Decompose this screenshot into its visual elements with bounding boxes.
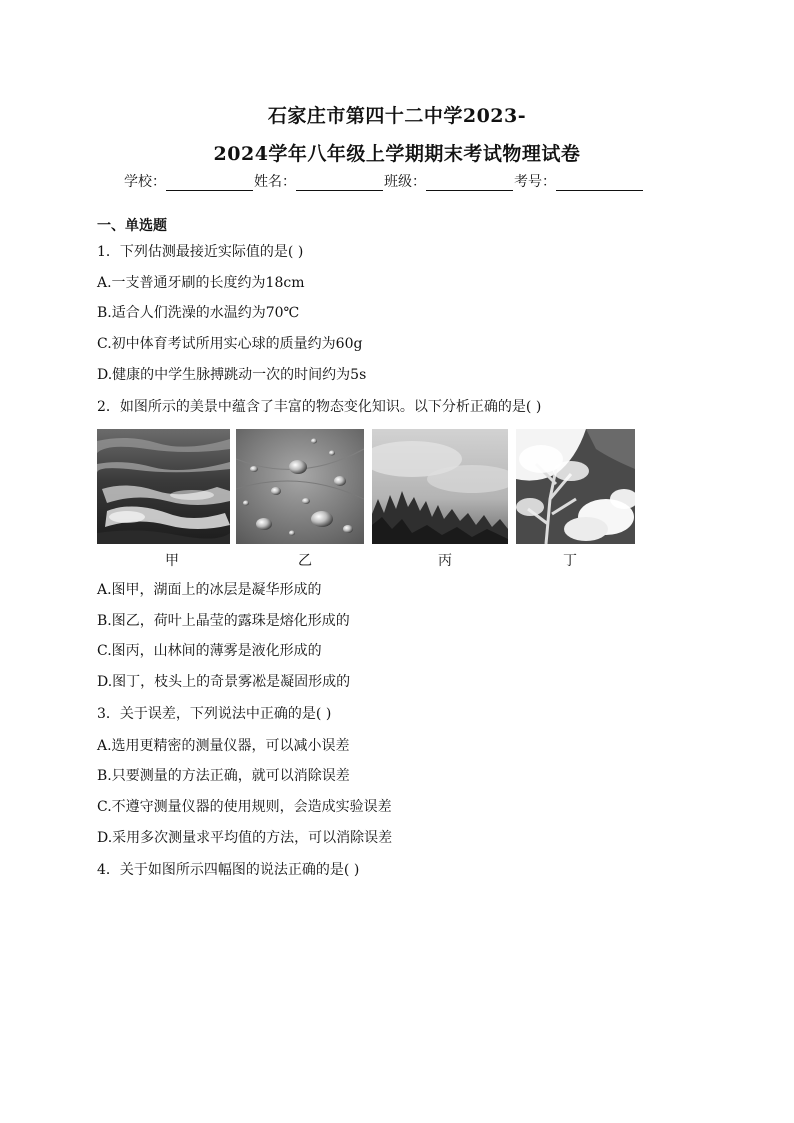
name-label: 姓名：	[254, 174, 296, 190]
school-label: 学校：	[124, 174, 166, 190]
class-label: 班级：	[384, 174, 426, 190]
question-2-option-a: A.图甲，湖面上的冰层是凝华形成的	[97, 582, 322, 598]
question-2-option-b: B.图乙，荷叶上晶莹的露珠是熔化形成的	[97, 613, 350, 629]
question-3-option-b: B.只要测量的方法正确，就可以消除误差	[97, 768, 350, 784]
photo-caption-ding: 丁	[563, 553, 577, 569]
question-2-stem: 2．如图所示的美景中蕴含了丰富的物态变化知识。以下分析正确的是( )	[97, 399, 542, 415]
photo-caption-jia: 甲	[165, 553, 179, 569]
question-4-stem: 4．关于如图所示四幅图的说法正确的是( )	[97, 862, 360, 878]
name-blank	[296, 175, 383, 191]
photo-caption-bing: 丙	[438, 553, 452, 569]
exam-number-blank	[556, 175, 643, 191]
question-2-option-d: D.图丁，枝头上的奇景雾凇是凝固形成的	[97, 674, 351, 690]
dew-drops-photo	[236, 429, 364, 544]
question-2-option-c: C.图丙，山林间的薄雾是液化形成的	[97, 643, 322, 659]
question-3-option-d: D.采用多次测量求平均值的方法，可以消除误差	[97, 830, 393, 846]
misty-forest-photo	[372, 429, 508, 544]
question-3-stem: 3．关于误差，下列说法中正确的是( )	[97, 706, 332, 722]
question-3-option-c: C.不遵守测量仪器的使用规则，会造成实验误差	[97, 799, 392, 815]
exam-title-line2: 2024学年八年级上学期期末考试物理试卷	[213, 143, 581, 165]
student-info-row	[124, 171, 644, 191]
question-1-stem: 1．下列估测最接近实际值的是( )	[97, 244, 304, 260]
school-blank	[166, 175, 253, 191]
section-title: 一、单选题	[97, 218, 167, 234]
exam-number-label: 考号：	[514, 174, 556, 190]
question-1-option-b: B.适合人们洗澡的水温约为70℃	[97, 305, 300, 321]
exam-title-line1: 石家庄市第四十二中学2023-	[267, 105, 527, 127]
rime-branches-photo	[516, 429, 635, 544]
question-1-option-c: C.初中体育考试所用实心球的质量约为60g	[97, 336, 363, 352]
question-1-option-a: A.一支普通牙刷的长度约为18cm	[97, 275, 305, 291]
photo-caption-yi: 乙	[298, 553, 312, 569]
question-1-option-d: D.健康的中学生脉搏跳动一次的时间约为5s	[97, 367, 367, 383]
class-blank	[426, 175, 513, 191]
question-3-option-a: A.选用更精密的测量仪器，可以减小误差	[97, 738, 350, 754]
frozen-lake-photo	[97, 429, 230, 544]
